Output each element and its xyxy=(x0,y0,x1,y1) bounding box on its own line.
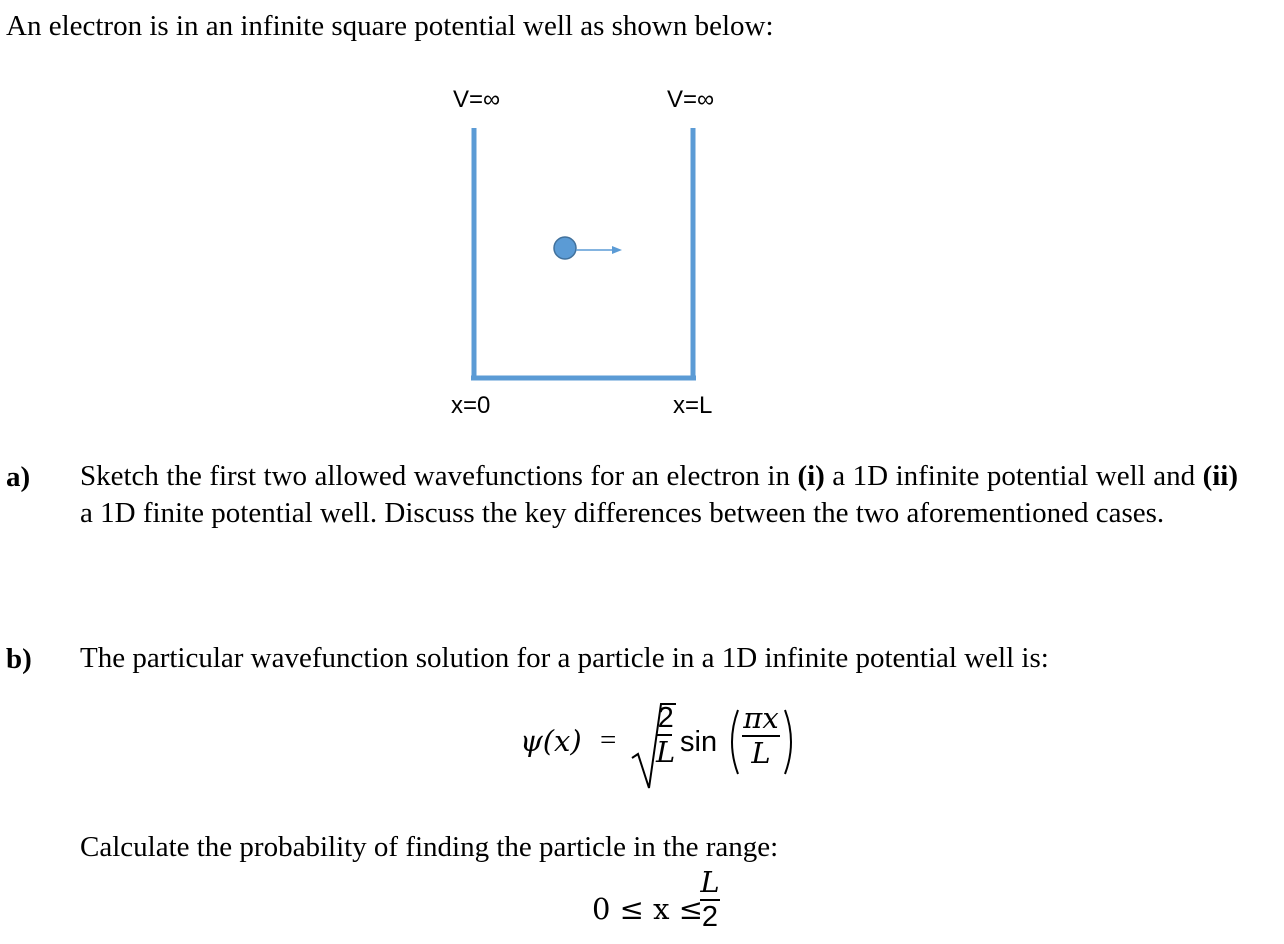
intro-text: An electron is in an infinite square potential well as shown below: xyxy=(6,10,774,42)
x-l-label: x=L xyxy=(673,392,713,419)
left-paren xyxy=(725,706,741,778)
sqrt-fraction: 2 L xyxy=(656,702,676,769)
equation-equals: = xyxy=(600,724,617,756)
electron-particle xyxy=(554,237,576,259)
range-lhs: 0 ≤ x ≤ xyxy=(592,892,704,926)
x-zero-label: x=0 xyxy=(451,392,491,419)
question-a-text: Sketch the first two allowed wavefunctions for an electron in (i) a 1D infinite potential well and (ii) a 1D finite potential well. Discuss the key differences between the two aforementioned cases. xyxy=(80,460,1238,529)
sin-argument-fraction: πx L xyxy=(743,701,779,770)
velocity-arrow-head xyxy=(612,246,622,254)
sin-function: sin xyxy=(680,726,718,758)
right-paren xyxy=(782,706,798,778)
right-wall-label: V=∞ xyxy=(667,86,715,113)
range-fraction: L 2 xyxy=(700,865,720,933)
question-b-text: The particular wavefunction solution for a particle in a 1D infinite potential well is: xyxy=(80,642,1049,674)
question-a-letter: a) xyxy=(6,461,31,493)
question-b-task: Calculate the probability of finding the particle in the range: xyxy=(80,831,779,863)
left-wall-label: V=∞ xyxy=(453,86,501,113)
question-b-letter: b) xyxy=(6,643,32,675)
equation-lhs: ψ(x) xyxy=(520,724,582,758)
